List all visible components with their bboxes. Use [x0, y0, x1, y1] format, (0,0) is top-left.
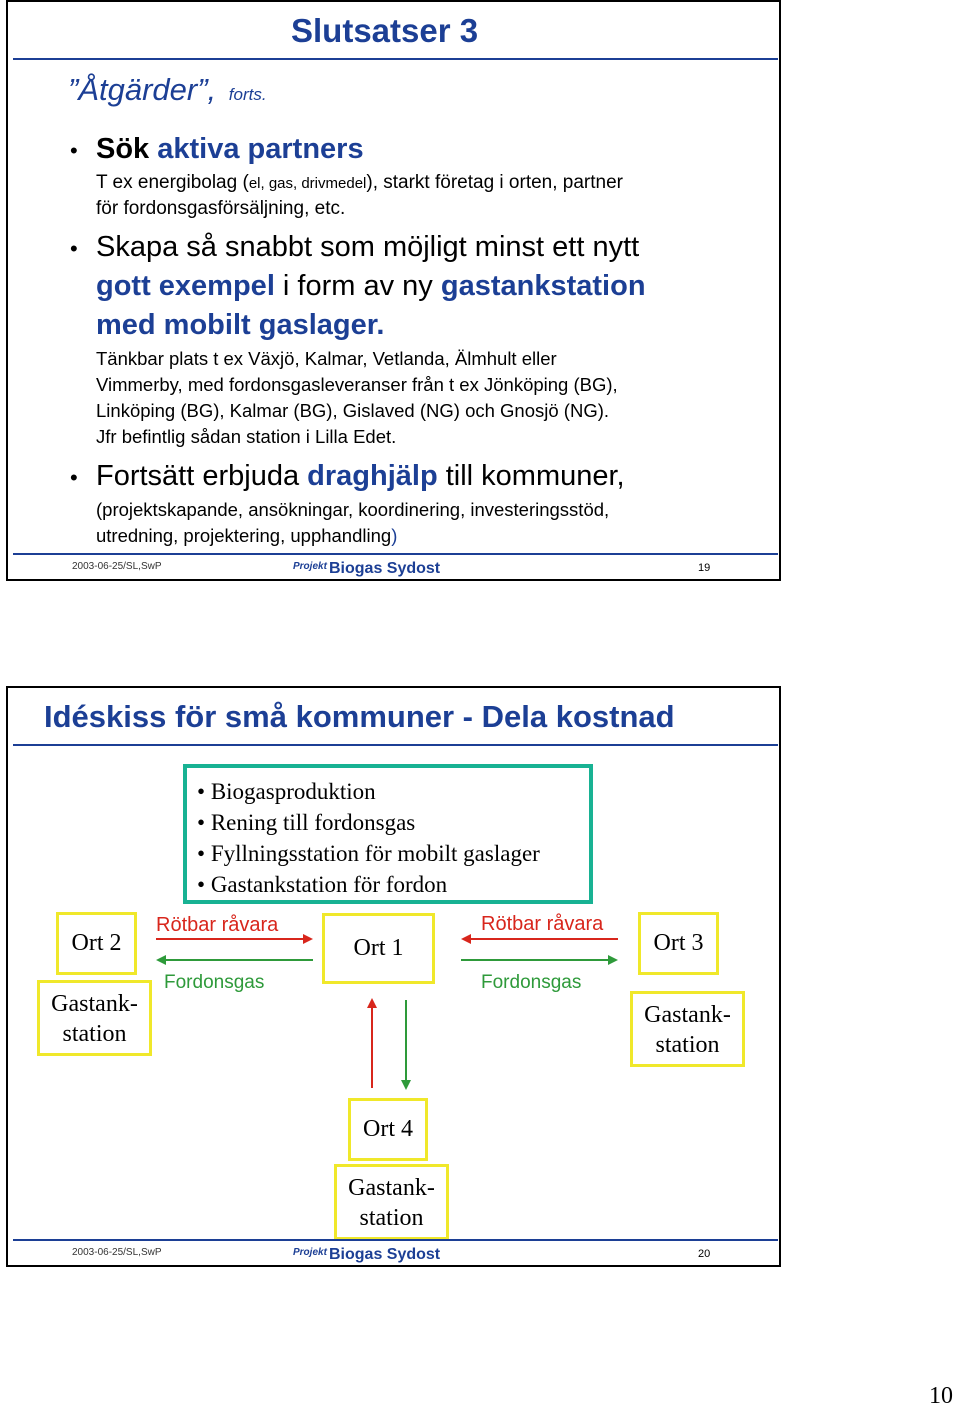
- gastank-line1: Gastank-: [644, 1002, 731, 1028]
- bullet-1-sub-line1: [96, 172, 623, 194]
- center-item-text: Biogasproduktion: [210, 779, 376, 804]
- slide-title: Slutsatser 3: [291, 12, 479, 49]
- subtitle-small: forts.: [228, 85, 267, 104]
- ort4-label: Ort 4: [363, 1116, 413, 1142]
- bullet-2-sub-1: Vimmerby, med fordonsgasleveranser från t ex Jönköping (BG),: [96, 374, 618, 395]
- slide-title: Idéskiss för små kommuner - Dela kostnad: [44, 699, 675, 734]
- bullet-2-line3: med mobilt gaslager.: [96, 309, 385, 341]
- rotbar-label-right: Rötbar råvara: [481, 913, 604, 935]
- fordonsgas-label-right: Fordonsgas: [481, 972, 582, 993]
- bullet-2-mid: i form av ny: [274, 270, 441, 302]
- footer-projekt: Projekt: [293, 1247, 327, 1258]
- gastank-line2: station: [655, 1032, 720, 1058]
- bullet-1-sub-small: el, gas, drivmedel: [248, 175, 367, 192]
- gastank-line1: Gastank-: [348, 1175, 435, 1201]
- footer-divider: [13, 1239, 778, 1241]
- footer-brand: Biogas Sydost: [329, 560, 441, 577]
- bullet-1-prefix: Sök: [96, 133, 150, 165]
- bullet-2-line1: Skapa så snabbt som möjligt minst ett nytt: [96, 231, 640, 263]
- bullet-2-hl1: gott exempel: [96, 270, 275, 302]
- bullet-1-sub-suffix: ), starkt företag i orten, partner: [366, 172, 623, 193]
- footer-projekt: Projekt: [293, 561, 327, 572]
- bullet-3-sub-close: ): [391, 525, 398, 546]
- bullet-3-sub-0: (projektskapande, ansökningar, koordinering, investeringsstöd,: [96, 499, 610, 520]
- footer-brand: Biogas Sydost: [329, 1246, 441, 1263]
- bullet-3-prefix: Fortsätt erbjuda: [96, 460, 308, 492]
- bullet-3-suffix: till kommuner,: [437, 460, 625, 492]
- slide-19: [6, 0, 781, 581]
- bullet-1-sub-prefix: T ex energibolag (: [96, 172, 249, 193]
- bullet-3-sub-1-text: utredning, projektering, upphandling: [96, 525, 392, 546]
- center-item-text: Rening till fordonsgas: [210, 810, 416, 835]
- fordonsgas-label-left: Fordonsgas: [164, 972, 265, 993]
- ort3-label: Ort 3: [653, 930, 704, 956]
- footer-page-number: 19: [698, 562, 711, 574]
- title-divider: [13, 58, 778, 60]
- center-item: • Rening till fordonsgas: [197, 810, 416, 835]
- ort1-label: Ort 1: [353, 935, 404, 961]
- bullet-2-sub-2: Linköping (BG), Kalmar (BG), Gislaved (NG) och Gnosjö (NG).: [96, 400, 610, 421]
- subtitle-main: ”Åtgärder”,: [68, 72, 217, 107]
- footer-date: 2003-06-25/SL,SwP: [72, 561, 162, 572]
- ort2-label: Ort 2: [71, 930, 122, 956]
- center-item-text: Gastankstation för fordon: [210, 872, 448, 897]
- bullet-3-highlight: draghjälp: [307, 460, 438, 492]
- gastank-line1: Gastank-: [51, 991, 138, 1017]
- footer-page-number: 20: [698, 1248, 711, 1260]
- center-item: • Biogasproduktion: [197, 779, 376, 804]
- gastank-line2: station: [359, 1205, 424, 1231]
- rotbar-label-left: Rötbar råvara: [156, 914, 279, 936]
- gastank-line2: station: [62, 1021, 127, 1047]
- center-item-text: Fyllningsstation för mobilt gaslager: [210, 841, 540, 866]
- subtitle: [68, 72, 267, 108]
- bullet-2-hl2: gastankstation: [440, 270, 646, 302]
- bullet-1-sub-line2: för fordonsgasförsäljning, etc.: [96, 198, 346, 219]
- footer-date: 2003-06-25/SL,SwP: [72, 1247, 162, 1258]
- page-number: 10: [929, 1383, 953, 1409]
- center-item: • Fyllningsstation för mobilt gaslager: [197, 841, 540, 866]
- bullet-2-line2: [96, 270, 646, 303]
- bullet-1-heading: [96, 133, 364, 166]
- center-item: • Gastankstation för fordon: [197, 872, 448, 897]
- slide-20: [6, 686, 781, 1267]
- bullet-1-highlight: aktiva partners: [157, 133, 364, 165]
- flow-arrows: [8, 688, 779, 1265]
- bullet-3-sub-1: [96, 525, 397, 547]
- bullet-dot: •: [70, 236, 78, 261]
- bullet-2-sub-3: Jfr befintlig sådan station i Lilla Edet.: [96, 426, 397, 447]
- bullet-3-heading: [96, 460, 625, 493]
- bullet-2-sub-0: Tänkbar plats t ex Växjö, Kalmar, Vetlanda, Älmhult eller: [96, 348, 557, 369]
- footer-divider: [13, 553, 778, 555]
- bullet-dot: •: [70, 138, 78, 163]
- bullet-dot: •: [70, 465, 78, 490]
